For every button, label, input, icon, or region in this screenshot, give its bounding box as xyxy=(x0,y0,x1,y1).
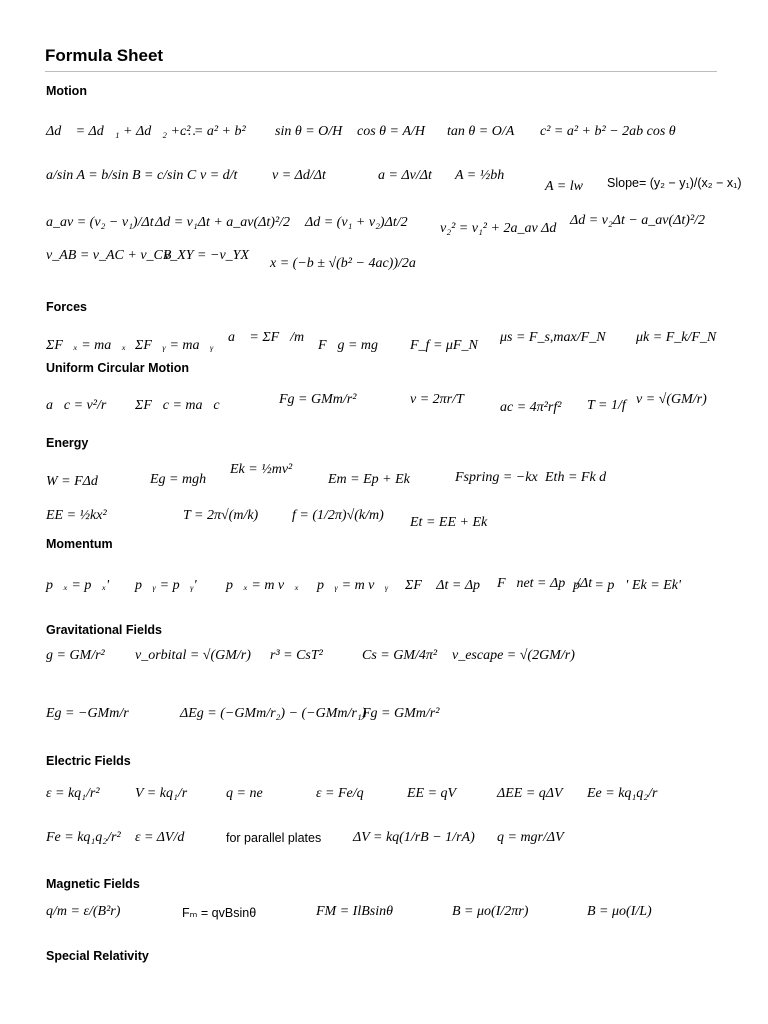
equation: V = kq₁/r xyxy=(135,786,188,801)
equation: v₂² = v₁² + 2a_av Δd xyxy=(440,221,557,236)
equation: ε = ΔV/d xyxy=(135,830,185,845)
equation: EE = ½kx² xyxy=(46,508,107,523)
equation: A = lw xyxy=(545,179,583,194)
equation: p⃗ = p⃗' xyxy=(573,578,629,593)
equation: B = μo(I/2πr) xyxy=(452,904,529,919)
equation: r³ = CsT² xyxy=(270,648,323,663)
equation: c² = a² + b² xyxy=(180,124,246,139)
equation: ΣF⃗c = ma⃗c xyxy=(135,398,220,413)
equation: v_XY = −v_YX xyxy=(164,248,249,263)
section-heading-electric: Electric Fields xyxy=(46,754,131,768)
title-divider xyxy=(45,71,717,72)
equation: a_av = (v₂ − v₁)/Δt xyxy=(46,215,154,230)
equation: p⃗ᵧ = p⃗ᵧ' xyxy=(135,578,197,593)
equation: ΣF⃗ₓ = ma⃗ₓ xyxy=(46,338,127,353)
equation: Eg = mgh xyxy=(150,472,207,487)
equation: v_orbital = √(GM/r) xyxy=(135,648,251,663)
equation: ΔEg = (−GMm/r₂) − (−GMm/r₁) xyxy=(180,706,367,721)
equation: a⃗ = ΣF⃗/m xyxy=(228,330,305,345)
equation: v_escape = √(2GM/r) xyxy=(452,648,575,663)
equation: Fg = GMm/r² xyxy=(279,392,357,407)
equation: v = 2πr/T xyxy=(410,392,464,407)
equation: Fg = GMm/r² xyxy=(362,706,440,721)
equation: Et = EE + Ek xyxy=(410,515,488,530)
equation: tan θ = O/A xyxy=(447,124,515,139)
equation: q = mgr/ΔV xyxy=(497,830,564,845)
section-heading-magnetic: Magnetic Fields xyxy=(46,877,140,891)
equation: p⃗ₓ = m v⃗ₓ xyxy=(226,578,300,593)
equation: a⃗c = v²/r xyxy=(46,398,107,413)
equation: cos θ = A/H xyxy=(357,124,426,139)
equation: a/sin A = b/sin B = c/sin C xyxy=(46,168,197,183)
equation: T = 1/f xyxy=(587,398,626,413)
equation: Cs = GM/4π² xyxy=(362,648,438,663)
section-heading-forces: Forces xyxy=(46,300,87,314)
equation: ε = kq₁/r² xyxy=(46,786,100,801)
equation: c² = a² + b² − 2ab cos θ xyxy=(540,124,676,139)
equation: p⃗ₓ = p⃗ₓ' xyxy=(46,578,110,593)
section-heading-motion: Motion xyxy=(46,84,87,98)
equation: EE = qV xyxy=(407,786,457,801)
equation: q = ne xyxy=(226,786,263,801)
parallel-plates-note: for parallel plates xyxy=(226,831,322,845)
equation: Δd = v₁Δt + a_av(Δt)²/2 xyxy=(155,215,291,230)
equation: F⃗g = mg⃗ xyxy=(318,338,389,353)
equation: g = GM/r² xyxy=(46,648,105,663)
equation: FM = IlBsinθ xyxy=(316,904,393,919)
equation: Δd = (v₁ + v₂)Δt/2 xyxy=(305,215,408,230)
equation: Ee = kq₁q₂/r xyxy=(587,786,658,801)
equation: ΣF⃗ᵧ = ma⃗ᵧ xyxy=(135,338,214,353)
section-heading-circular: Uniform Circular Motion xyxy=(46,361,190,375)
equation: Δd = v₂Δt − a_av(Δt)²/2 xyxy=(570,213,706,228)
section-heading-energy: Energy xyxy=(46,436,89,450)
equation: x = (−b ± √(b² − 4ac))/2a xyxy=(270,256,416,271)
equation: W = FΔd xyxy=(46,474,98,489)
equation: a = Δv/Δt xyxy=(378,168,432,183)
equation: ΔEE = qΔV xyxy=(497,786,563,801)
equation: Slope= (y₂ − y₁)/(x₂ − x₁) xyxy=(607,176,742,190)
equation: v = √(GM/r) xyxy=(636,392,707,407)
equation: Ek = ½mv² xyxy=(230,462,293,477)
page-title: Formula Sheet xyxy=(45,46,164,65)
equation: Fₘ = qvBsinθ xyxy=(182,906,257,920)
equation: ac = 4π²rf² xyxy=(500,400,562,415)
equation: ε = Fe/q xyxy=(316,786,364,801)
equation: μk = F_k/F_N xyxy=(636,330,717,345)
equation: v = Δd/Δt xyxy=(272,168,326,183)
equation: Ek = Ek' xyxy=(632,578,681,593)
equation: Eth = Fk d xyxy=(545,470,607,485)
equation: Fspring = −kx xyxy=(455,470,538,485)
section-heading-gravitational: Gravitational Fields xyxy=(46,623,163,637)
equation: sin θ = O/H xyxy=(275,124,343,139)
equation: ΣF⃗ Δt = Δp⃗ xyxy=(405,578,491,593)
equation: v_AB = v_AC + v_CB xyxy=(46,248,172,263)
equation: B = μo(I/L) xyxy=(587,904,652,919)
equation: F⃗net = Δp⃗/Δt xyxy=(497,576,593,591)
equation: v = d/t xyxy=(200,168,238,183)
equation: F_f = μF_N xyxy=(410,338,478,353)
equation: T = 2π√(m/k) xyxy=(183,508,259,523)
equation: Em = Ep + Ek xyxy=(328,472,410,487)
equation: q/m = ε/(B²r) xyxy=(46,904,121,919)
equation: Fe = kq₁q₂/r² xyxy=(46,830,121,845)
equation: μs = F_s,max/F_N xyxy=(500,330,606,345)
section-heading-relativity: Special Relativity xyxy=(46,949,149,963)
equation: Eg = −GMm/r xyxy=(46,706,129,721)
section-heading-momentum: Momentum xyxy=(46,537,113,551)
equation: ΔV = kq(1/rB − 1/rA) xyxy=(353,830,475,845)
equation: p⃗ᵧ = m v⃗ᵧ xyxy=(317,578,389,593)
equation: Δd⃗ = Δd⃗₁ + Δd⃗₂ + … xyxy=(46,124,196,139)
equation: f = (1/2π)√(k/m) xyxy=(292,508,384,523)
equation: A = ½bh xyxy=(455,168,505,183)
